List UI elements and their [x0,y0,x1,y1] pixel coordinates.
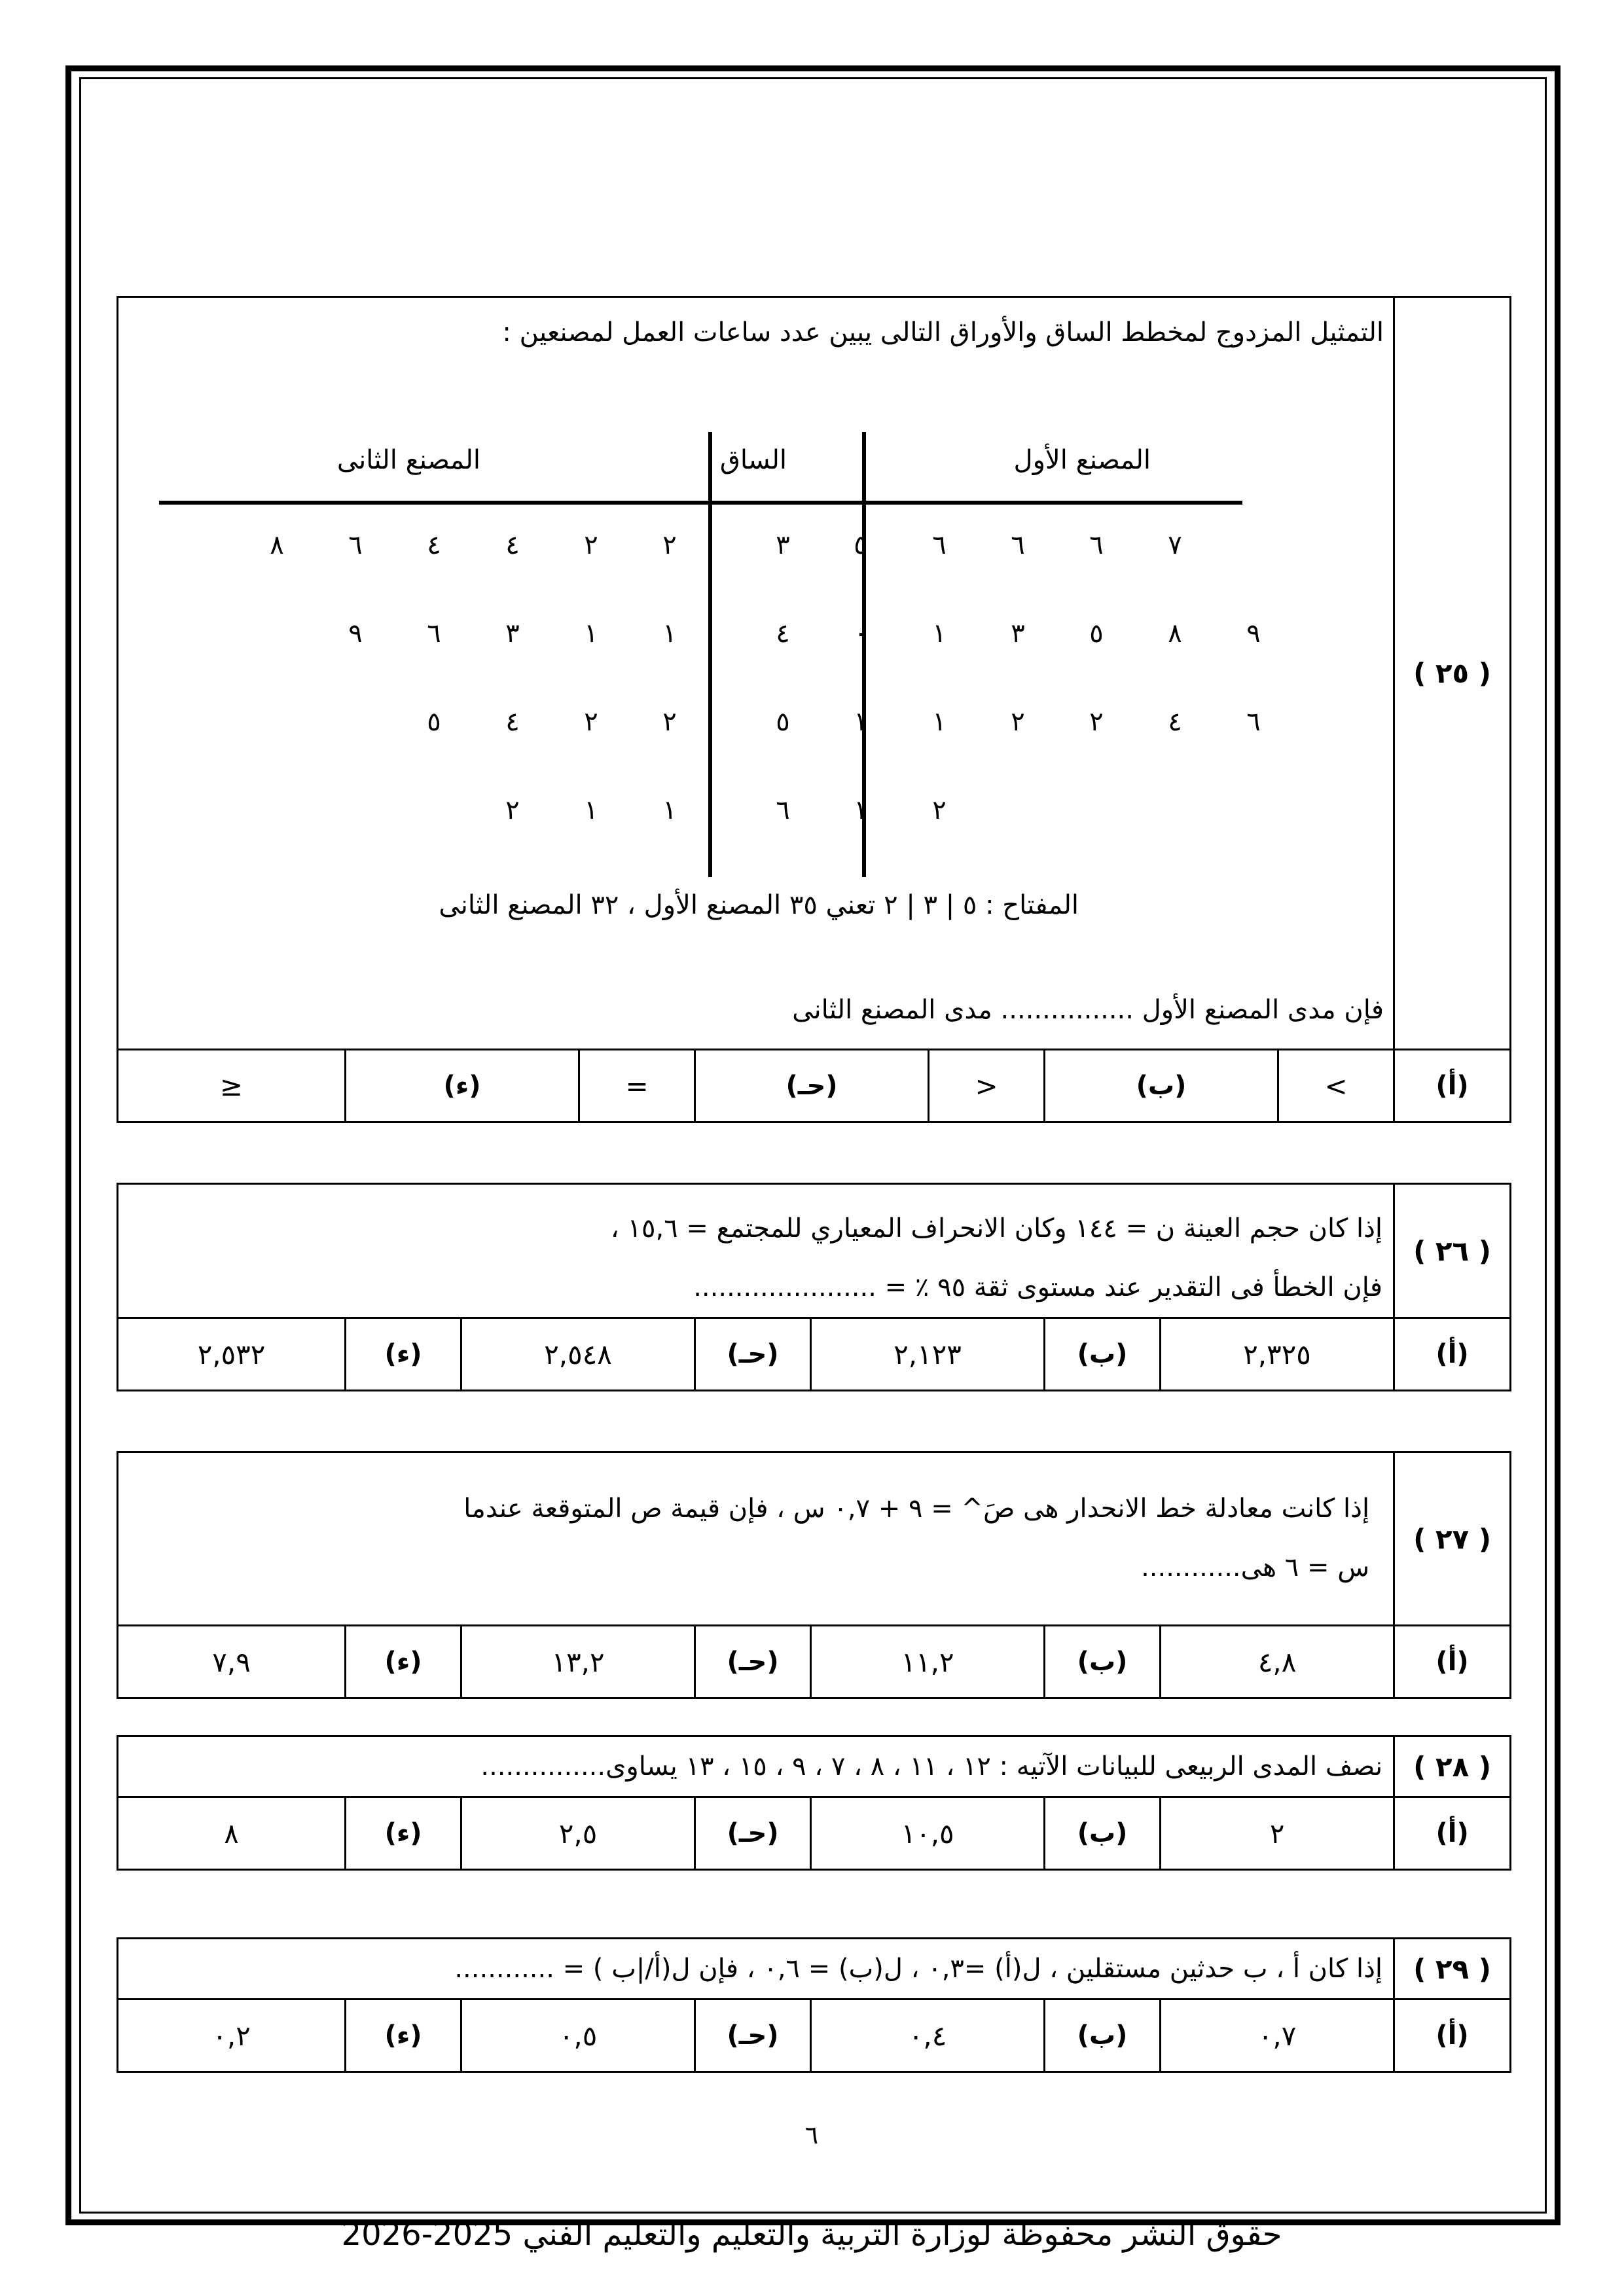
option-c-label: (حـ) [695,1797,811,1870]
option-a-value[interactable]: > [1278,1050,1394,1122]
leaf-first-factory: ٦ [1011,530,1025,560]
question-line-1: إذا كان أ ، ب حدثين مستقلين ، ل(أ) =٠,٣ ، ل(ب) = ٠,٦ ، فإن ل(أ/|ب ) = ............ [454,1954,1383,1984]
leaf-second-factory: ٦ [348,530,363,560]
option-b-value[interactable]: ٢,١٢٣ [811,1318,1045,1391]
leaf-first-factory: ٧ [1168,530,1182,560]
question-25 [117,296,1511,1123]
leaf-second-factory: ٢ [584,707,598,737]
leaf-second-factory: ١ [584,795,598,825]
leaf-second-factory: ٢ [505,795,520,825]
option-b-label: (ب) [1045,1797,1161,1870]
leaf-second-factory: ٤ [427,530,441,560]
option-b-label: (ب) [1045,1318,1161,1391]
question-26 [117,1183,1511,1391]
leaf-first-factory: ٢ [932,795,947,825]
option-a-value[interactable]: ٠,٧ [1161,2000,1394,2072]
option-b-value[interactable]: ١٠,٥ [811,1797,1045,1870]
option-d-label: (ء) [346,1050,579,1122]
leaf-second-factory: ٢ [662,707,677,737]
option-d-value[interactable]: ≤ [118,1050,346,1122]
leaf-second-factory: ١ [662,619,677,649]
leaf-second-factory: ٨ [270,530,284,560]
leaf-first-factory: ٤ [1168,707,1182,737]
stem-leaf-plot [118,298,1393,1025]
stem-value: ٥ [776,707,790,737]
question-line-1: إذا كان حجم العينة ن = ١٤٤ وكان الانحراف المعياري للمجتمع = ١٥,٦ ، [610,1213,1383,1244]
leaf-second-factory: ٤ [505,707,520,737]
option-d-value[interactable]: ٧,٩ [118,1626,346,1698]
page-number: ٦ [804,2121,819,2149]
option-d-label: (ء) [346,1626,461,1698]
option-c-label: (حـ) [695,2000,811,2072]
question-line-1: نصف المدى الربيعى للبيانات الآتيه : ١٢ ، ١١ ، ٨ ، ٧ ، ٩ ، ١٥ ، ١٣ يساوى............... [480,1751,1383,1782]
leaf-first-factory: ١ [932,619,947,649]
leaf-first-factory: ١ [854,795,868,825]
question-line-2: س = ٦ هى............ [1141,1552,1370,1583]
question-27 [117,1451,1511,1699]
leaf-first-factory: ١ [854,707,868,737]
leaf-second-factory: ١ [584,619,598,649]
question-number: ( ٢٩ ) [1394,1939,1511,2000]
question-number: ( ٢٨ ) [1394,1736,1511,1797]
option-c-value[interactable]: ٢,٥٤٨ [461,1318,695,1391]
option-b-value[interactable]: < [929,1050,1045,1122]
option-a-label: (أ) [1394,1318,1511,1391]
leaf-first-factory: ٥ [1089,619,1104,649]
option-d-label: (ء) [346,1318,461,1391]
leaf-second-factory: ٢ [584,530,598,560]
option-c-value[interactable]: ٢,٥ [461,1797,695,1870]
question-number: ( ٢٥ ) [1394,297,1511,1050]
leaf-second-factory: ٦ [427,619,441,649]
question-line-2: فإن الخطأ فى التقدير عند مستوى ثقة ٩٥ ٪ = ...................... [693,1272,1383,1302]
question-intro: التمثيل المزدوج لمخطط الساق والأوراق التالى يبين عدد ساعات العمل لمصنعين : [502,317,1384,348]
option-d-value[interactable]: ٠,٢ [118,2000,346,2072]
stem-value: ٤ [776,619,790,649]
leaf-first-factory: ٦ [1246,707,1261,737]
leaf-first-factory: ٢ [1011,707,1025,737]
option-d-value[interactable]: ٢,٥٣٢ [118,1318,346,1391]
question-number: ( ٢٦ ) [1394,1184,1511,1318]
option-a-label: (أ) [1394,2000,1511,2072]
leaf-second-factory: ٥ [427,707,441,737]
leaf-first-factory: ٣ [1011,619,1025,649]
leaf-first-factory: ٩ [1246,619,1261,649]
option-a-value[interactable]: ٢,٣٢٥ [1161,1318,1394,1391]
option-a-value[interactable]: ٢ [1161,1797,1394,1870]
leaf-second-factory: ٤ [505,530,520,560]
leaf-first-factory: ١ [932,707,947,737]
option-d-value[interactable]: ٨ [118,1797,346,1870]
header-second-factory: المصنع الثانى [336,445,481,475]
leaf-first-factory: ٨ [1168,619,1182,649]
option-b-value[interactable]: ١١,٢ [811,1626,1045,1698]
leaf-first-factory: ٥ [854,530,868,560]
option-a-value[interactable]: ٤,٨ [1161,1626,1394,1698]
option-c-label: (حـ) [695,1626,811,1698]
header-first-factory: المصنع الأول [1013,445,1151,475]
option-c-value[interactable]: = [579,1050,695,1122]
leaf-second-factory: ١ [662,795,677,825]
option-c-label: (حـ) [695,1050,929,1122]
header-stem: الساق [719,445,787,475]
leaf-second-factory: ٣ [505,619,520,649]
question-number: ( ٢٧ ) [1394,1452,1511,1626]
leaf-first-factory: ٦ [932,530,947,560]
option-d-label: (ء) [346,2000,461,2072]
leaf-first-factory: ٢ [1089,707,1104,737]
option-a-label: (أ) [1394,1050,1511,1122]
option-d-label: (ء) [346,1797,461,1870]
stem-divider-left [708,432,712,877]
leaf-first-factory: ٦ [1089,530,1104,560]
stem-value: ٣ [776,530,790,560]
option-c-value[interactable]: ١٣,٢ [461,1626,695,1698]
question-28 [117,1735,1511,1871]
option-c-label: (حـ) [695,1318,811,1391]
option-b-label: (ب) [1045,2000,1161,2072]
leaf-second-factory: ٩ [348,619,363,649]
option-a-label: (أ) [1394,1797,1511,1870]
option-a-label: (أ) [1394,1626,1511,1698]
question-text: فإن مدى المصنع الأول ................ مدى المصنع الثانى [792,995,1384,1025]
stem-value: ٦ [776,795,790,825]
leaf-second-factory: ٢ [662,530,677,560]
leaf-first-factory: ٠ [854,619,868,649]
copyright-footer: حقوق النشر محفوظة لوزارة التربية والتعليم والتعليم الفني 2025-2026 [341,2216,1282,2253]
question-29 [117,1937,1511,2073]
option-c-value[interactable]: ٠,٥ [461,2000,695,2072]
header-rule [159,501,1242,505]
option-b-label: (ب) [1045,1050,1278,1122]
option-b-value[interactable]: ٠,٤ [811,2000,1045,2072]
plot-key: المفتاح : ٥ | ٣ | ٢ تعني ٣٥ المصنع الأول ، ٣٢ المصنع الثانى [439,890,1079,920]
option-b-label: (ب) [1045,1626,1161,1698]
question-line-1: إذا كانت معادلة خط الانحدار هى صَ^ = ٩ + ٠,٧ س ، فإن قيمة ص المتوقعة عندما [463,1494,1370,1524]
